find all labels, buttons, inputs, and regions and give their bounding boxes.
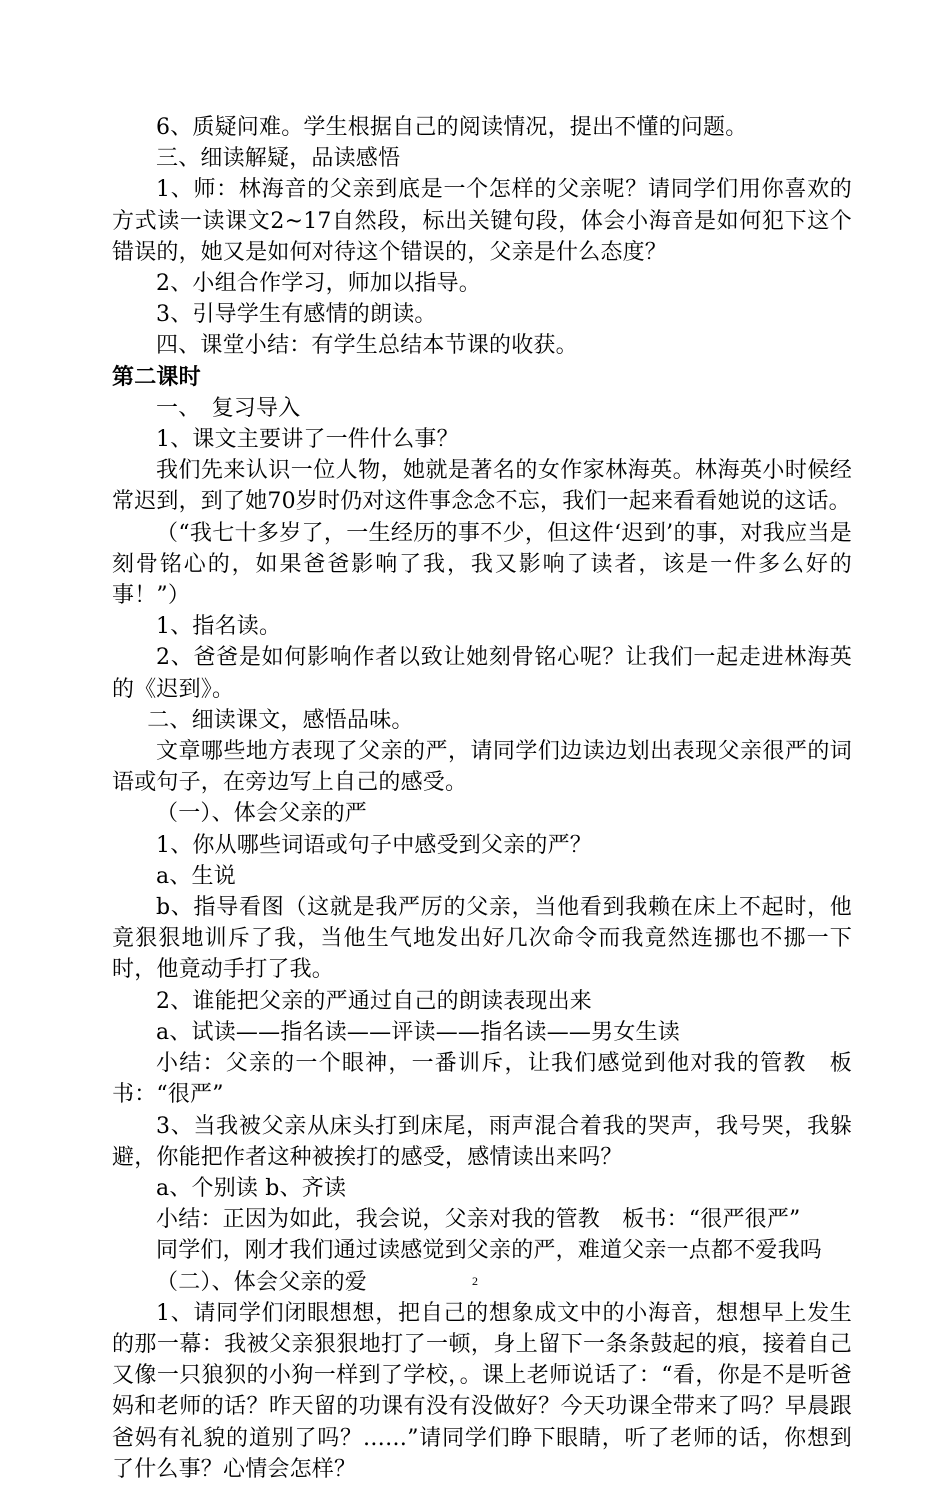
subsection-heading: （一）、体会父亲的严 <box>156 801 368 827</box>
paragraph: a、生说 <box>156 863 236 889</box>
paragraph: 四、课堂小结：有学生总结本节课的收获。 <box>156 333 578 359</box>
paragraph: 同学们，刚才我们通过读感觉到父亲的严，难道父亲一点都不爱我吗 <box>156 1238 823 1264</box>
paragraph: 1、请同学们闭眼想想，把自己的想象成文中的小海音，想想早上发生的那一幕：我被父亲狠狠地打了一顿，身上留下一条条鼓起的痕，接着自己又像一只狼狈的小狗一样到了学校，。课上老师说话了：“看，你是不是听爸妈和老师的话？昨天留的功课有没有没做好？今天功课全带来了吗？早晨跟爸妈有礼貌的道别了吗？……”请同学们睁下眼睛，听了老师的话，你想到了什么事？心情会怎样？ <box>112 1300 852 1482</box>
section-heading: 一、 复习导入 <box>156 395 301 421</box>
paragraph: 2、小组合作学习，师加以指导。 <box>156 271 481 297</box>
paragraph: 6、质疑问难。学生根据自己的阅读情况，提出不懂的问题。 <box>156 115 748 140</box>
paragraph: 小结：正因为如此，我会说，父亲对我的管教 板书：“很严很严” <box>156 1207 801 1233</box>
lesson-two-heading: 第二课时 <box>112 363 201 390</box>
paragraph: a、试读——指名读——评读——指名读——男女生读 <box>156 1019 680 1045</box>
paragraph: 2、爸爸是如何影响作者以致让她刻骨铭心呢？让我们一起走进林海英的《迟到》。 <box>112 645 852 702</box>
subsection-heading: （二）、体会父亲的爱 <box>156 1269 368 1295</box>
paragraph: 3、当我被父亲从床头打到床尾，雨声混合着我的哭声，我号哭，我躲避，你能把作者这种被挨打的感受，感情读出来吗？ <box>112 1113 852 1170</box>
section-heading: 二、细读课文，感悟品味。 <box>147 707 414 733</box>
paragraph: 1、师：林海音的父亲到底是一个怎样的父亲呢？请同学们用你喜欢的方式读一读课文2~17自然段，标出关键句段，体会小海音是如何犯下这个错误的，她又是如何对待这个错误的，父亲是什么态度？ <box>112 177 852 265</box>
paragraph: 1、课文主要讲了一件什么事？ <box>156 427 459 453</box>
paragraph: 文章哪些地方表现了父亲的严，请同学们边读边划出表现父亲很严的词语或句子，在旁边写上自己的感受。 <box>112 739 852 796</box>
paragraph: b、指导看图（这就是我严厉的父亲，当他看到我赖在床上不起时，他竟狠狠地训斥了我，当他生气地发出好几次命令而我竟然连挪也不挪一下时，他竟动手打了我。 <box>112 895 852 983</box>
paragraph: 1、你从哪些词语或句子中感受到父亲的严？ <box>156 832 592 858</box>
paragraph: 3、引导学生有感情的朗读。 <box>156 302 437 328</box>
paragraph: 2、谁能把父亲的严通过自己的朗读表现出来 <box>156 988 592 1014</box>
quote-paragraph: （“我七十多岁了，一生经历的事不少，但这件‘迟到’的事，对我应当是刻骨铭心的，如果爸爸影响了我，我又影响了读者，该是一件多么好的事！”） <box>112 520 852 609</box>
paragraph: 我们先来认识一位人物，她就是著名的女作家林海英。林海英小时候经常迟到，到了她70岁时仍对这件事念念不忘，我们一起来看看她说的这话。 <box>112 458 852 515</box>
paragraph: 1、指名读。 <box>156 614 282 640</box>
section-heading: 三、细读解疑，品读感悟 <box>156 146 401 172</box>
page-number: 2 <box>472 1274 478 1288</box>
paragraph: a、个别读 b、齐读 <box>156 1175 347 1201</box>
paragraph: 小结：父亲的一个眼神，一番训斥，让我们感觉到他对我的管教 板书：“很严” <box>112 1051 852 1108</box>
